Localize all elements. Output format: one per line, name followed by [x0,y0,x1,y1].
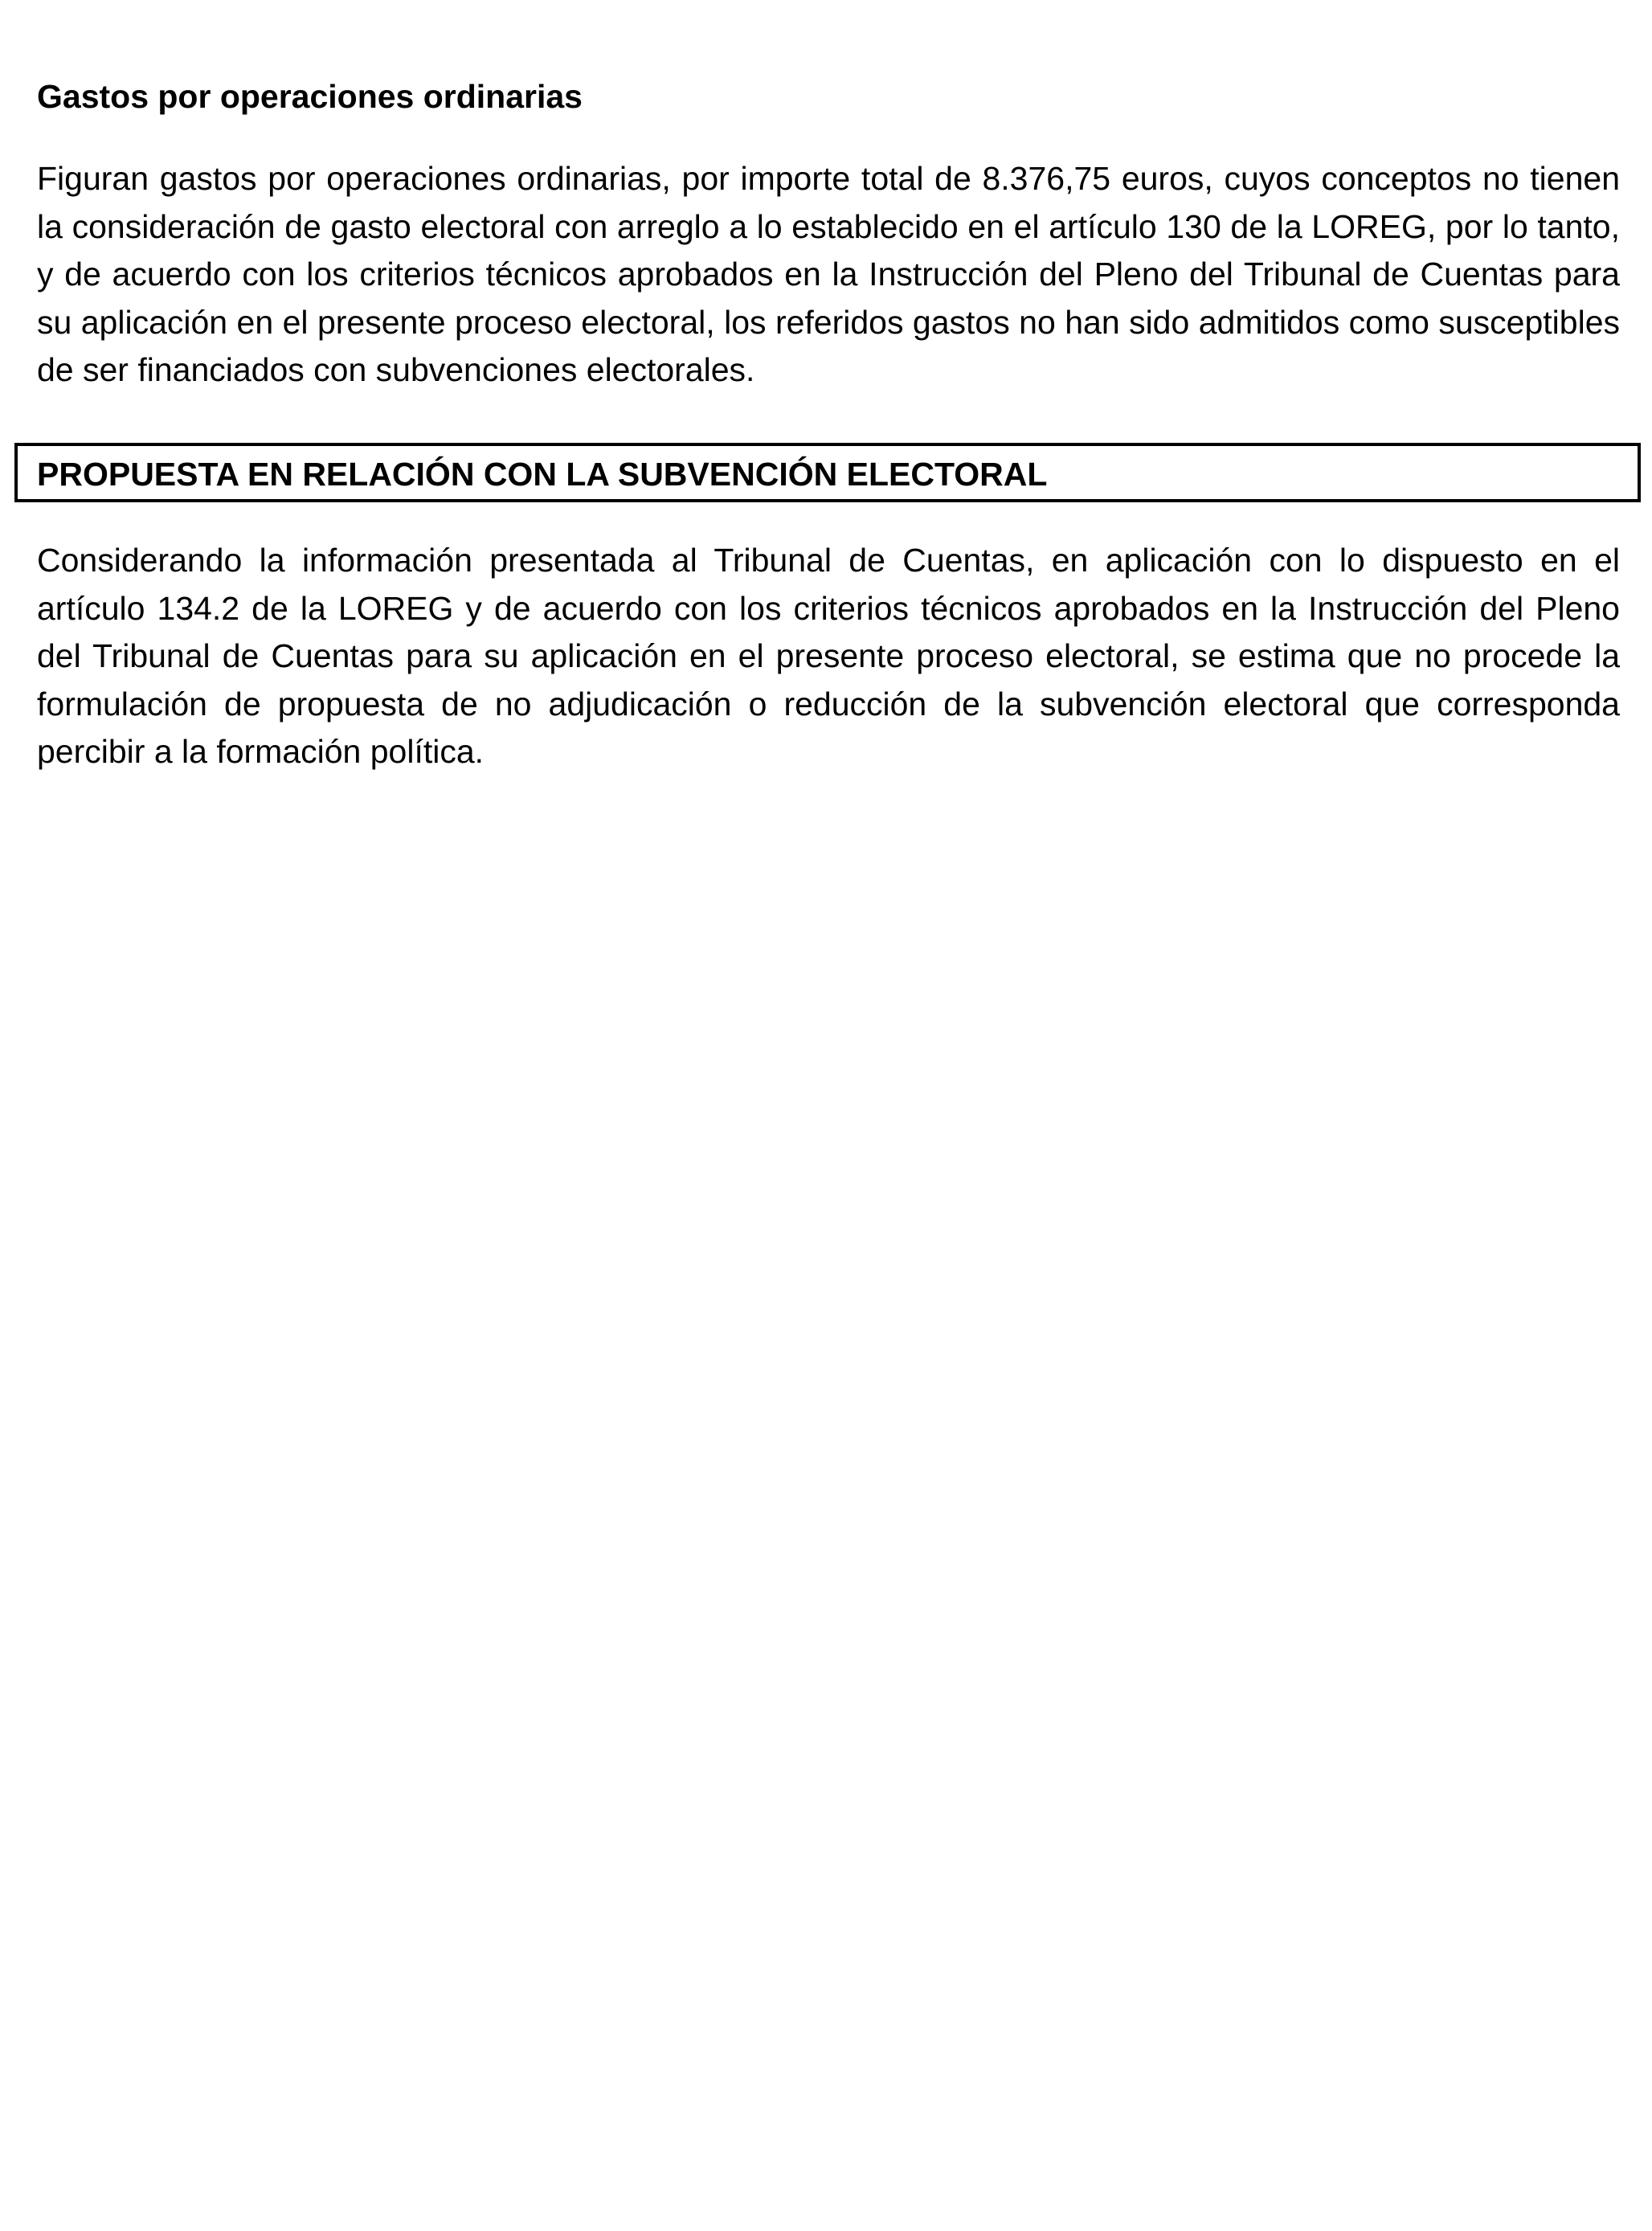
boxed-section-heading [14,443,1641,502]
section-heading-gastos-ordinarias: Gastos por operaciones ordinarias [37,78,583,115]
section-heading-propuesta: PROPUESTA EN RELACIÓN CON LA SUBVENCIÓN ELECTORAL [37,456,1048,493]
paragraph-gastos-ordinarias: Figuran gastos por operaciones ordinarias, por importe total de 8.376,75 euros, cuyos conceptos no tienen la consideración de gasto electoral con arreglo a lo establecido en el artículo 130 de la LOREG, por lo tanto, y de acuerdo con los criterios técnicos aprobados en la Instrucción del Pleno del Tribunal de Cuentas para su aplicación en el presente proceso electoral, los referidos gastos no han sido admitidos como susceptibles de ser financiados con subvenciones electorales. [37,160,1620,388]
paragraph-propuesta: Considerando la información presentada al Tribunal de Cuentas, en aplicación con lo dispuesto en el artículo 134.2 de la LOREG y de acuerdo con los criterios técnicos aprobados en la Instrucción del Pleno del Tribunal de Cuentas para su aplicación en el presente proceso electoral, se estima que no procede la formulación de propuesta de no adjudicación o reducción de la subvención electoral que corresponda percibir a la formación política. [37,542,1620,770]
